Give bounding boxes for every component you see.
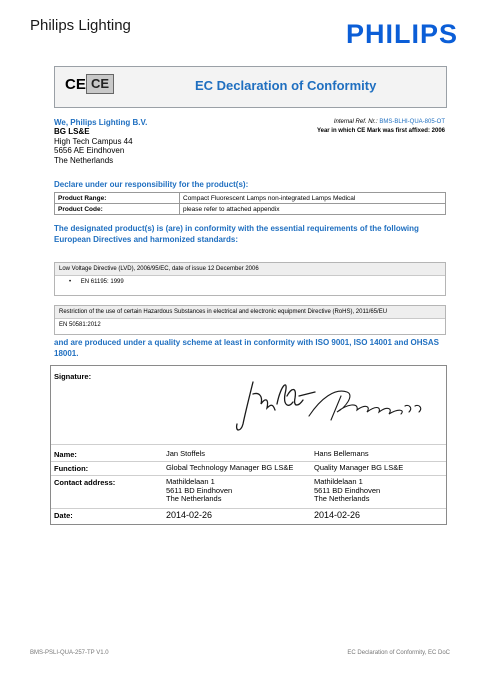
date-label: Date:: [54, 511, 73, 520]
address-line: 5611 BD Eindhoven: [314, 485, 381, 495]
divider: [51, 475, 446, 476]
product-table: [54, 192, 446, 215]
footer-doc-title: EC Declaration of Conformity, EC DoC: [347, 650, 450, 656]
conformity-statement: The designated product(s) is (are) in conformity with the essential requirements of the following European Directives and harmonized standards:: [54, 224, 419, 244]
title-box: [54, 66, 447, 108]
product-range-label: Product Range:: [55, 193, 180, 204]
signature-label: Signature:: [54, 372, 92, 381]
signer-address-left: [166, 478, 232, 504]
rohs-standard: EN 50581:2012: [59, 322, 101, 328]
signer-function-right: Quality Manager BG LS&E: [314, 463, 404, 472]
lvd-directive-box: [54, 262, 446, 296]
address-line: The Netherlands: [166, 494, 222, 503]
name-label: Name:: [54, 450, 77, 459]
bullet-icon: •: [69, 279, 72, 285]
signer-name-left: Jan Stoffels: [166, 449, 206, 458]
ce-mark-icon: CE: [65, 76, 86, 93]
declare-heading: Declare under our responsibility for the product(s):: [54, 180, 249, 189]
quality-statement: and are produced under a quality scheme at least in conformity with ISO 9001, ISO 14001 and OHSAS 18001.: [54, 338, 440, 358]
address-line: The Netherlands: [54, 155, 114, 165]
divider: [51, 461, 446, 462]
function-label: Function:: [54, 464, 89, 473]
reference-block: [317, 118, 445, 136]
rohs-heading: Restriction of the use of certain Hazardous Substances in electrical and electronic equipment Directive (RoHS), 2011/65/EU: [55, 306, 445, 319]
ce-mark-icon: CE: [86, 74, 114, 94]
address-line: The Netherlands: [314, 494, 370, 503]
signature-box: [50, 365, 447, 525]
lvd-standard: EN 61195: 1999: [80, 279, 124, 285]
document-title: EC Declaration of Conformity: [195, 78, 377, 93]
address-line: 5656 AE Eindhoven: [54, 146, 125, 155]
ref-value: BMS-BLHI-QUA-805-OT: [379, 119, 445, 125]
footer-doc-id: BMS-PSLI-QUA-257-TP V1.0: [30, 650, 109, 656]
table-row: [55, 193, 446, 204]
address-line: Mathildelaan 1: [314, 477, 363, 486]
signer-function-left: Global Technology Manager BG LS&E: [166, 463, 294, 472]
issuer-dept: BG LS&E: [54, 127, 90, 136]
signer-date-left: 2014-02-26: [166, 510, 213, 520]
address-line: High Tech Campus 44: [54, 136, 133, 146]
divider: [51, 508, 446, 509]
signer-name-right: Hans Bellemans: [314, 449, 369, 458]
rohs-directive-box: [54, 305, 446, 335]
lvd-heading: Low Voltage Directive (LVD), 2006/95/EC, date of issue 12 December 2006: [55, 263, 445, 276]
address-line: 5611 BD Eindhoven: [166, 485, 233, 495]
issuer-address: [54, 127, 133, 165]
table-row: [55, 204, 446, 215]
product-range-value: Compact Fluorescent Lamps non-integrated Lamps Medical: [180, 193, 446, 204]
signature-hans-bellemans-icon: [301, 378, 431, 423]
issuer-name: We, Philips Lighting B.V.: [54, 118, 148, 127]
signer-date-right: 2014-02-26: [314, 510, 361, 520]
address-line: Mathildelaan 1: [166, 477, 215, 486]
product-code-label: Product Code:: [55, 204, 180, 215]
lvd-standard-list: [55, 276, 445, 288]
company-name: Philips Lighting: [30, 17, 131, 34]
product-code-value: please refer to attached appendix: [180, 204, 446, 215]
philips-logo: PHILIPS: [345, 19, 458, 49]
signer-address-right: [314, 478, 380, 504]
divider: [51, 444, 446, 445]
contact-label: Contact address:: [54, 478, 116, 487]
ref-label: Internal Ref. Nr.:: [333, 119, 378, 125]
ce-year: Year in which CE Mark was first affixed: 2006: [316, 128, 445, 134]
